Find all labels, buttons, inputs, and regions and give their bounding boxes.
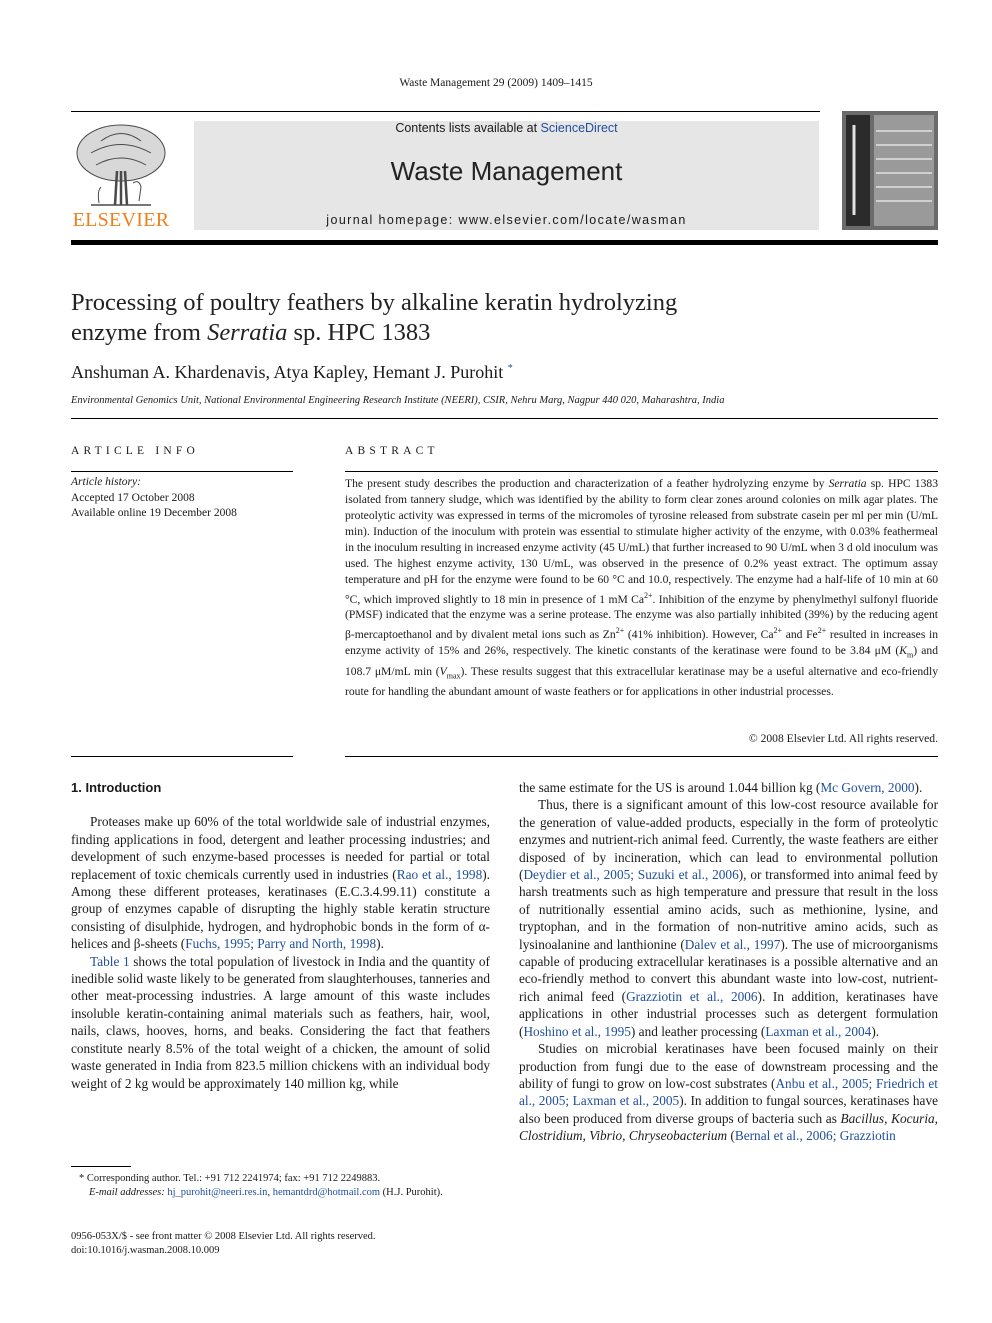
corresponding-author-mark[interactable]: * <box>507 363 513 374</box>
footnote-contact: * Corresponding author. Tel.: +91 712 2241974; fax: +91 712 2249883. <box>79 1173 381 1184</box>
body-column-right <box>519 779 938 1145</box>
author-list <box>71 362 513 383</box>
body-column-left <box>71 779 490 1092</box>
elsevier-wordmark: ELSEVIER <box>72 209 170 231</box>
affiliation: Environmental Genomics Unit, National Environmental Engineering Research Institute (NEERI), CSIR, Nehru Marg, Nagpur 440 020, Maharashtra, India <box>71 395 725 406</box>
contents-prefix: Contents lists available at <box>395 121 541 135</box>
header-rule <box>71 111 820 112</box>
abstract-text: The present study describes the production and characterization of a feather hydrolyzing enzyme by Serratia sp. HPC 1383 isolated from tannery sludge, which was identified by the ability to form clear zones around colonies on milk agar plates. The proteolytic activity was expressed in terms of the micromoles of tyrosine released from substrate casein per ml per min (U/mL min). Induction of the inoculum with protein was essential to stimulate higher activity of the enzyme, with 0.03% feathermeal in the inoculum resulting in increased enzyme activity (45 U/mL) that further increased to 90 U/mL when 3 d old inoculum was used. The highest enzyme activity, 130 U/mL, was observed in the presence of 0.2% yeast extract. The optimum assay temperature and pH for the enzyme were found to be 60 °C and 10.0, respectively. The enzyme had a half-life of 10 min at 60 °C, which improved slightly to 18 min in presence of 1 mM $Ca^{2+}$. Inhibition of the enzyme by phenylmethyl sulfonyl fluoride (PMSF) indicated that the enzyme was a serine protease. The enzyme was also partially inhibited (39%) by the reducing agent β-mercaptoethanol and by divalent metal ions such as $Zn^{2+}$ (41% inhibition). However, $Ca^{2+}$ and $Fe^{2+}$ resulted in increases in enzyme activity of 15% and 26%, respectively. The kinetic constants of the keratinase were found to be 3.84 μM $(K_m)$ and 108.7 μM/mL $\min (V_{max})$. These results suggest that this extracellular keratinase may be a useful alternative and eco-friendly route for handling the abundant amount of waste feathers or for applications in other industrial processes. <box>345 477 938 698</box>
elsevier-logo[interactable] <box>71 121 171 232</box>
journal-name: Waste Management <box>390 156 623 186</box>
email-tail: (H.J. Purohit). <box>382 1187 443 1198</box>
email-link-1[interactable]: hj_purohit@neeri.res.in <box>167 1187 268 1198</box>
ref-mcgovern-2000[interactable]: Mc Govern, 2000 <box>820 780 915 795</box>
history-label: Article history: <box>71 476 141 488</box>
doi-line[interactable]: doi:10.1016/j.wasman.2008.10.009 <box>71 1245 220 1256</box>
cover-image-icon <box>842 111 938 230</box>
ref-grazziotin-2006[interactable]: Grazziotin et al., 2006 <box>626 988 758 1004</box>
ref-bernal-2006[interactable]: Bernal et al., 2006; Grazziotin <box>734 1128 896 1144</box>
article-info-heading: ARTICLE INFO <box>71 445 199 457</box>
accepted-date: Accepted 17 October 2008 <box>71 491 195 504</box>
email-label: E-mail addresses: <box>89 1187 165 1198</box>
footnote-rule <box>71 1166 131 1167</box>
corresponding-author-footnote <box>71 1172 490 1200</box>
journal-homepage[interactable]: journal homepage: www.elsevier.com/locate/wasman <box>326 213 687 227</box>
header-thick-rule <box>71 240 938 245</box>
article-history <box>71 475 237 522</box>
ref-deydier-2005[interactable]: Deydier et al., 2005; Suzuki et al., 2006 <box>523 867 739 883</box>
title-rule <box>71 418 938 419</box>
ref-rao-1998[interactable]: Rao et al., 1998 <box>396 866 483 882</box>
intro-paragraph-1: Proteases make up 60% of the total worldwide sale of industrial enzymes, finding applications in food, detergent and leather processing industries; and development of such enzyme-based processes is needed for partial or total replacement of toxic chemicals currently used in industries (Rao et al., 1998). Among these different proteases, keratinases (E.C.3.4.99.11) constitute a group of enzymes capable of disrupting the highly stable keratin structure consisting of disulphide, hydrogen, and hydrophobic bonds in the form of α-helices and β-sheets (Fuchs, 1995; Parry and North, 1998). <box>71 814 490 952</box>
intro-paragraph-2: Table 1 shows the total population of livestock in India and the quantity of inedible solid waste likely to be generated from slaughterhouses, tanneries and other meat-processing industries. A large amount of this waste includes insoluble keratin-containing animal materials such as feathers, hair, wool, nails, claws, hooves, horns, and beaks. Considering the fact that feathers constitute nearly 8.5% of the total weight of a chicken, the amount of solid waste generated in India from 823.5 million chickens with an individual body weight of 2 kg would be approximately 140 million kg, while <box>71 953 490 1091</box>
intro-paragraph-4: Studies on microbial keratinases have been focused mainly on their production from fungi due to the ease of downstream processing and the ability of fungi to grow on low-cost substrates (Anbu et al., 2005; Friedrich et al., 2005; Laxman et al., 2005). In addition to fungal sources, keratinases have also been produced from diverse groups of bacteria such as Bacillus, Kocuria, Clostridium, Vibrio, Chryseobacterium (Bernal et al., 2006; Grazziotin <box>519 1041 939 1144</box>
introduction-heading: 1. Introduction <box>71 780 162 795</box>
sciencedirect-link[interactable]: ScienceDirect <box>540 121 618 135</box>
ref-hoshino-1995[interactable]: Hoshino et al., 1995 <box>523 1023 631 1039</box>
authors-text: Anshuman A. Khardenavis, Atya Kapley, Hemant J. Purohit <box>71 362 504 382</box>
journal-reference: Waste Management 29 (2009) 1409–1415 <box>399 77 593 89</box>
online-date: Available online 19 December 2008 <box>71 507 237 519</box>
footnote-emails: E-mail addresses: hj_purohit@neeri.res.in, hemantdrd@hotmail.com (H.J. Purohit). <box>89 1187 443 1198</box>
ref-dalev-1997[interactable]: Dalev et al., 1997 <box>684 936 781 952</box>
contents-line <box>194 121 819 135</box>
journal-cover-thumbnail[interactable] <box>842 111 938 230</box>
issn-line: 0956-053X/$ - see front matter © 2008 Elsevier Ltd. All rights reserved. <box>71 1231 376 1242</box>
abstract-heading: ABSTRACT <box>345 445 439 457</box>
article-title <box>71 288 771 348</box>
abstract-rule <box>345 471 938 472</box>
title-line-2-pre: enzyme from <box>71 319 208 346</box>
issn-doi-block <box>71 1230 376 1258</box>
article-info-rule <box>71 471 293 472</box>
title-line-2-post: sp. HPC 1383 <box>287 319 431 346</box>
elsevier-tree-icon <box>71 121 171 209</box>
article-info-bottom-rule <box>71 756 293 757</box>
ref-anbu-2005[interactable]: Anbu et al., 2005; Friedrich et al., 2005; Laxman et al., 2005 <box>519 1075 939 1109</box>
ref-laxman-2004[interactable]: Laxman et al., 2004 <box>765 1023 872 1039</box>
intro-paragraph-3: Thus, there is a significant amount of this low-cost resource available for the generation of value-added products, especially in the form of proteolytic enzymes and nutrient-rich animal feed. Currently, the waste feathers are either disposed of by incineration, which can lead to environmental pollution (Deydier et al., 2005; Suzuki et al., 2006), or transformed into animal feed by harsh treatments such as high temperature and pressure that result in the loss of nutritionally essential amino acids, such as methionine, lysine, and tryptophan, and in the formation of non-nutritive amino acids, such as lysinoalanine and lanthionine (Dalev et al., 1997). The use of microorganisms capable of producing extracellular keratinases is a possible alternative and an eco-friendly method to convert this abundant waste into low-cost, nutrient-rich animal feed (Grazziotin et al., 2006). In addition, keratinases have applications in other industrial processes such as detergent formulation (Hoshino et al., 1995) and leather processing (Laxman et al., 2004). <box>519 797 938 1039</box>
ref-fuchs-1995[interactable]: Fuchs, 1995; Parry and North, 1998 <box>185 936 377 952</box>
title-line-1: Processing of poultry feathers by alkaline keratin hydrolyzing <box>71 289 678 316</box>
ref-table-1[interactable]: Table 1 <box>90 953 130 969</box>
intro-paragraph-2-cont: the same estimate for the US is around 1.044 billion kg (Mc Govern, 2000). <box>519 780 923 795</box>
email-link-2[interactable]: hemantdrd@hotmail.com <box>272 1187 381 1198</box>
abstract-copyright: © 2008 Elsevier Ltd. All rights reserved. <box>748 732 938 745</box>
abstract-bottom-rule <box>345 756 938 757</box>
title-genus: Serratia <box>207 319 288 346</box>
